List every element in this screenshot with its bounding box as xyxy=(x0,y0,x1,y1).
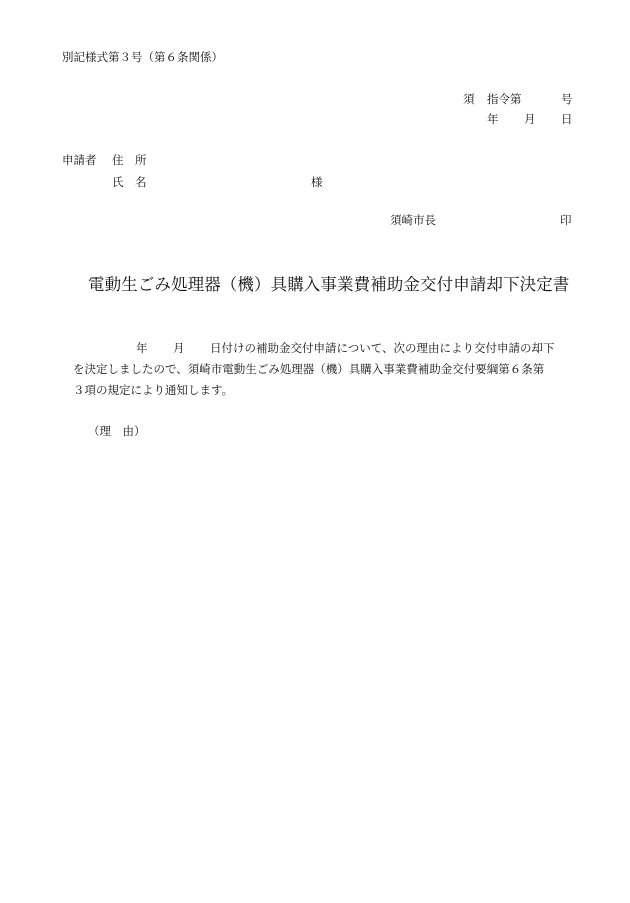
date-day: 日 xyxy=(561,112,573,126)
date-month: 月 xyxy=(524,112,536,126)
applicant-title: 申請者 xyxy=(62,153,97,167)
date-year: 年 xyxy=(487,112,499,126)
form-label: 別記様式第３号（第６条関係） xyxy=(62,50,223,64)
body-line1-month: 月 xyxy=(173,341,185,355)
reference-prefix: 須 xyxy=(463,92,475,106)
reference-suffix: 号 xyxy=(561,92,573,106)
reference-middle: 指令第 xyxy=(487,92,522,106)
body-line3: ３項の規定により通知します。 xyxy=(73,383,234,397)
issuer-mayor: 須崎市長 xyxy=(390,213,436,227)
body-line2: を決定しましたので、須崎市電動生ごみ処理器（機）具購入事業費補助金交付要綱第６条第 xyxy=(73,362,545,376)
issuer-seal: 印 xyxy=(560,213,572,227)
reason-label: （理 由） xyxy=(88,424,146,438)
body-line1-year: 年 xyxy=(136,341,148,355)
document-title: 電動生ごみ処理器（機）具購入事業費補助金交付申請却下決定書 xyxy=(88,275,570,294)
applicant-name-label: 氏 名 xyxy=(112,175,147,189)
applicant-address-label: 住 所 xyxy=(112,153,147,167)
body-line1-text: 日付けの補助金交付申請について、次の理由により交付申請の却下 xyxy=(210,341,555,355)
applicant-honorific: 様 xyxy=(311,175,323,189)
